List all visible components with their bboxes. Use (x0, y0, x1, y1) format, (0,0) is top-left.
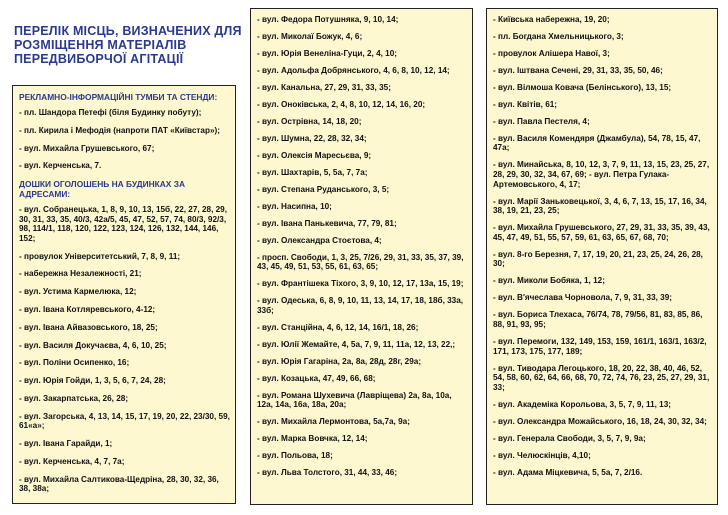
list-item: - вул. Олександра Можайського, 16, 18, 24, 30, 32, 34; (493, 416, 707, 426)
list-item: - провулок Алішера Навої, 3; (493, 48, 610, 58)
list-item: - пл. Кирила і Мефодія (напроти ПАТ «Київстар»); (19, 125, 220, 135)
list-item: - вул. Івана Айвазовського, 18, 25; (19, 322, 158, 332)
list-item: - вул. Челюскінців, 4,10; (493, 450, 591, 460)
list-item: - вул. Шахтарів, 5, 5а, 7, 7а; (257, 167, 368, 177)
list-item: - вул. Поліни Осипенко, 16; (19, 358, 130, 368)
list-item: - провулок Університетський, 7, 8, 9, 11; (19, 251, 181, 261)
list-item: - вул. Адольфа Добрянського, 4, 6, 8, 10, 12, 14; (257, 65, 450, 75)
list-item: - вул. Тиводара Легоцького, 18, 20, 22, 38, 40, 46, 52, 54, 58, 60, 62, 64, 66, 68, 70, 72, 74, 76, 23, 25, 27, 29, 31, 33; (493, 363, 710, 392)
list-item: - пл. Богдана Хмельницького, 3; (493, 31, 624, 41)
list-item: - вул. Михайла Салтикова-Щедріна, 28, 30, 32, 36, 38, 38а; (19, 474, 219, 494)
list-item: - вул. Михайла Лермонтова, 5а,7а, 9а; (257, 417, 410, 427)
list-item: - Київська набережна, 19, 20; (493, 15, 610, 24)
list-box-right (486, 8, 718, 505)
list-item: - вул. В'ячеслава Чорновола, 7, 9, 31, 33, 39; (493, 293, 673, 303)
list-item: - вул. Олександра Стоєтова, 4; (257, 235, 382, 245)
list-item: - вул. Федора Потушняка, 9, 10, 14; (257, 15, 399, 24)
list-item: - вул. Марка Вовчка, 12, 14; (257, 434, 368, 444)
list-item: - вул. Насипна, 10; (257, 201, 332, 211)
list-item: - вул. Польова, 18; (257, 451, 333, 461)
address-list-2 (257, 15, 468, 478)
list-item: - вул. Юрія Гагаріна, 2а, 8а, 28д, 28г, 29а; (257, 356, 422, 366)
list-item: - вул. Керченська, 7. (19, 161, 102, 171)
list-item: - вул. Острівна, 14, 18, 20; (257, 116, 362, 126)
list-item: - пл. Шандора Петефі (біля Будинку побуту); (19, 108, 202, 117)
list-box-left (12, 85, 236, 504)
list-item: - вул. Одеська, 6, 8, 9, 10, 11, 13, 14, 17, 18, 18б, 33а, 33б; (257, 296, 464, 315)
list-item: - вул. Шумна, 22, 28, 32, 34; (257, 133, 367, 143)
list-item: - вул. Керченська, 4, 7, 7а; (19, 456, 125, 466)
address-list-3 (493, 15, 713, 477)
list-item: - вул. Станційна, 4, 6, 12, 14, 16/1, 18, 26; (257, 322, 419, 332)
list-item: - вул. Миколаї Божук, 4, 6; (257, 31, 363, 41)
list-item: - вул. Бориса Тлехаса, 76/74, 78, 79/56, 81, 83, 85, 86, 88, 91, 93, 95; (493, 310, 703, 329)
list-box-middle (250, 8, 473, 505)
list-item: - вул. Юрія Венеліна-Гуци, 2, 4, 10; (257, 48, 398, 58)
list-item: - вул. Олексія Маресьєва, 9; (257, 150, 372, 160)
stands-list (19, 108, 231, 171)
list-item: - вул. Івана Котляревського, 4-12; (19, 305, 156, 315)
list-item: - вул. Льва Толстого, 31, 44, 33, 46; (257, 468, 398, 478)
list-item: - вул. Загорська, 4, 13, 14, 15, 17, 19, 20, 22, 23/30, 59, 61«а»; (19, 411, 230, 431)
list-item: - вул. Канальна, 27, 29, 31, 33, 35; (257, 82, 391, 92)
list-item: - вул. 8-го Березня, 7, 17, 19, 20, 21, 23, 25, 24, 26, 28, 30; (493, 249, 703, 269)
list-item: - вул. Вілмоша Ковача (Белінського), 13, 15; (493, 82, 672, 92)
list-item: - вул. Генерала Свободи, 3, 5, 7, 9, 9а; (493, 433, 646, 443)
list-item: - вул. Івана Гарайди, 1; (19, 439, 113, 449)
list-item: - вул. Оноківська, 2, 4, 8, 10, 12, 14, 16, 20; (257, 99, 426, 109)
list-item: - вул. Михайла Грушевського, 27, 29, 31, 33, 35, 39, 43, 45, 47, 49, 51, 55, 57, 59, 61, 63, 65, 67, 68, 70; (493, 223, 710, 242)
list-item: - вул. Устима Кармелюка, 12; (19, 287, 137, 297)
page-title: ПЕРЕЛІК МІСЦЬ, ВИЗНАЧЕНИХ ДЛЯ РОЗМІЩЕННЯ МАТЕРІАЛІВ ПЕРЕДВИБОРЧОЇ АГІТАЦІЇ (14, 24, 242, 66)
section-heading-boards: ДОШКИ ОГОЛОШЕНЬ НА БУДИНКАХ ЗА АДРЕСАМИ: (19, 179, 186, 200)
list-item: - вул. Франтішека Тіхого, 3, 9, 10, 12, 17, 13а, 15, 19; (257, 279, 464, 289)
list-item: - вул. Марії Заньковецької, 3, 4, 6, 7, 13, 15, 17, 16, 34, 38, 19, 21, 23, 25; (493, 196, 707, 216)
list-item: - вул. Василя Комендяря (Джамбула), 54, 78, 15, 47, 47а; (493, 133, 701, 153)
list-item: - вул. Юлії Жемайте, 4, 5а, 7, 9, 11, 11а, 12, 13, 22,; (257, 339, 456, 349)
list-item: - вул. Закарпатська, 26, 28; (19, 393, 129, 403)
list-item: - вул. Романа Шухевича (Лавріщева) 2а, 8а, 10а, 12а, 14а, 16а, 18а, 20а; (257, 390, 452, 410)
list-item: - вул. Юрія Гойди, 1, 3, 5, 6, 7, 24, 28; (19, 376, 166, 386)
list-item: - вул. Адама Міцкевича, 5, 5а, 7, 2/16. (493, 467, 643, 477)
list-item: - вул. Михайла Грушевського, 67; (19, 143, 155, 153)
list-item: - вул. Івана Панькевича, 77, 79, 81; (257, 218, 397, 228)
list-item: - вул. Миколи Бобяка, 1, 12; (493, 276, 605, 286)
section-heading-stands: РЕКЛАМНО-ІНФОРМАЦІЙНІ ТУМБИ ТА СТЕНДИ: (19, 92, 218, 102)
list-item: - вул. Академіка Корольова, 3, 5, 7, 9, 11, 13; (493, 399, 672, 409)
list-item: - вул. Павла Пестеля, 4; (493, 116, 590, 126)
list-item: - вул. Козацька, 47, 49, 66, 68; (257, 373, 376, 383)
list-item: - вул. Перемоги, 132, 149, 153, 159, 161/1, 163/1, 163/2, 171, 173, 175, 177, 189; (493, 336, 707, 356)
list-item: - вул. Минайська, 8, 10, 12, 3, 7, 9, 11, 13, 15, 23, 25, 27, 28, 29, 30, 32, 34, 67, 69; - вул. Петра Гулака-Артемовського, 4, 17; (493, 160, 710, 189)
list-item: - вул. Степана Руданського, 3, 5; (257, 184, 390, 194)
list-item: - вул. Василя Докучаєва, 4, 6, 10, 25; (19, 340, 167, 350)
address-list-1 (19, 205, 231, 494)
list-item: - вул. Іштвана Сечені, 29, 31, 33, 35, 50, 46; (493, 65, 663, 75)
list-item: - просп. Свободи, 1, 3, 25, 7/26, 29, 31, 33, 35, 37, 39, 43, 45, 49, 51, 53, 55, 61, 63, 65; (257, 252, 464, 272)
list-item: - вул. Собранецька, 1, 8, 9, 10, 13, 15б, 22, 27, 28, 29, 30, 31, 33, 35, 40/3, 42а/5, 45, 47, 52, 57, 74, 80/3, 92/3, 98, 114/1, 118, 120, 122, 123, 124, 126, 132, 144, 146, 152; (19, 205, 228, 243)
list-item: - вул. Квітів, 61; (493, 99, 558, 109)
list-item: - набережна Незалежності, 21; (19, 269, 142, 279)
